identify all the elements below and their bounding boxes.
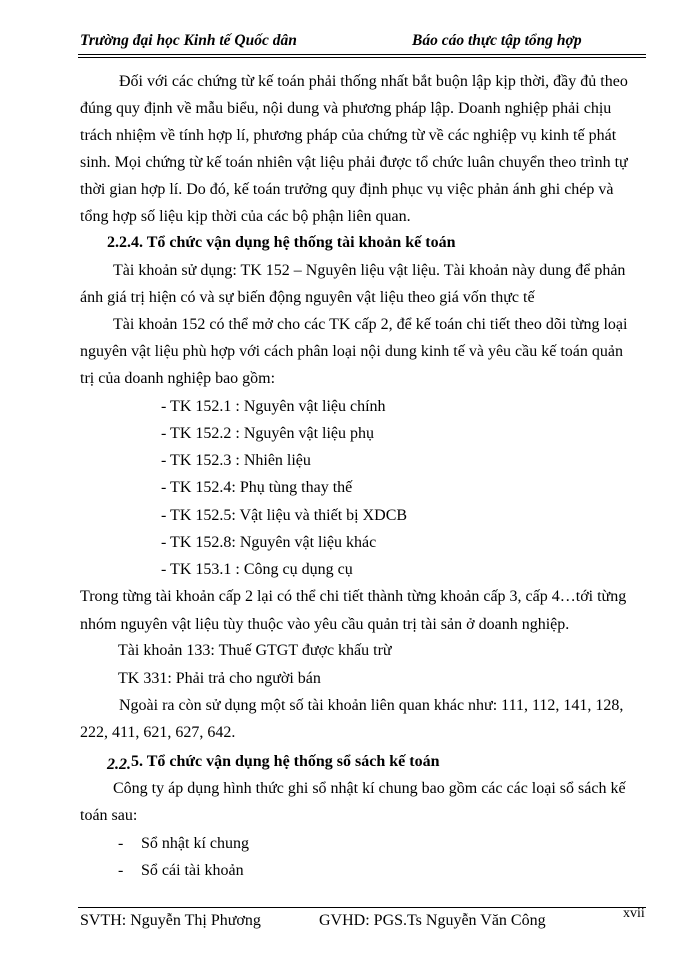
account-list-item: - TK 152.8: Nguyên vật liệu khác [161, 534, 377, 551]
paragraph-line: Trong từng tài khoản cấp 2 lại có thể chi tiết thành từng khoản cấp 3, cấp 4…tới từng [80, 588, 627, 605]
paragraph-line: trách nhiệm về tính hợp lí, phương pháp của chứng từ về các nghiệp vụ kinh tế phát [80, 127, 617, 144]
account-list-item: - TK 152.3 : Nhiên liệu [161, 452, 311, 469]
footer-advisor: GVHD: PGS.Ts Nguyễn Văn Công [319, 912, 546, 929]
account-list-item: - TK 152.2 : Nguyên vật liệu phụ [161, 425, 375, 442]
account-list-item: - TK 153.1 : Công cụ dụng cụ [161, 561, 353, 578]
header-rule-inner [78, 57, 646, 58]
section-heading-2-2-5 [107, 752, 439, 772]
account-list-item: - TK 152.1 : Nguyên vật liệu chính [161, 398, 386, 415]
paragraph-line: tổng hợp số liệu kịp thời của các bộ phận liên quan. [80, 208, 411, 225]
header-rule [78, 54, 646, 55]
page-number: xvii [623, 906, 645, 921]
paragraph-line: Tài khoản sử dụng: TK 152 – Nguyên liệu vật liệu. Tài khoản này dung để phản [113, 262, 626, 279]
paragraph-line: toán sau: [80, 807, 138, 824]
header-report-title: Báo cáo thực tập tổng hợp [412, 32, 582, 49]
book-bullet: - [118, 835, 124, 852]
paragraph-line: nguyên vật liệu phù hợp với cách phân loại nội dung kinh tế và yêu cầu kế toán quản [80, 343, 623, 360]
book-list-item: Sổ nhật kí chung [141, 835, 249, 852]
section-number: 2.2. [107, 756, 131, 773]
paragraph-line: 222, 411, 621, 627, 642. [80, 724, 236, 741]
paragraph-line: Đối với các chứng từ kế toán phải thống nhất bắt buộn lập kịp thời, đầy đủ theo [119, 73, 628, 90]
book-list-item: Sổ cái tài khoản [141, 862, 244, 879]
paragraph-line: trị của doanh nghiệp bao gồm: [80, 370, 276, 387]
paragraph-line: thời gian hợp lí. Do đó, kế toán trưởng quy định phục vụ việc phản ánh ghi chép và [80, 181, 614, 198]
section-heading-2-2-4: 2.2.4. Tổ chức vận dụng hệ thống tài khoản kế toán [107, 234, 456, 251]
paragraph-line: nhóm nguyên vật liệu tùy thuộc vào yêu cầu quản trị tài sản ở doanh nghiệp. [80, 616, 570, 633]
paragraph-line: Tài khoản 152 có thể mở cho các TK cấp 2, để kế toán chi tiết theo dõi từng loại [113, 316, 628, 333]
paragraph-line: Ngoài ra còn sử dụng một số tài khoản liên quan khác như: 111, 112, 141, 128, [119, 697, 624, 714]
footer-rule [78, 907, 646, 908]
paragraph-line: sinh. Mọi chứng từ kế toán nhiên vật liệu phải được tổ chức luân chuyển theo trình tự [80, 154, 628, 171]
header-school-name: Trường đại học Kinh tế Quốc dân [80, 32, 297, 49]
section-title: 5. Tổ chức vận dụng hệ thống sổ sách kế toán [131, 753, 440, 770]
account-list-item: - TK 152.4: Phụ tùng thay thế [161, 479, 353, 496]
paragraph-line: Công ty áp dụng hình thức ghi sổ nhật kí chung bao gồm các các loại sổ sách kế [113, 780, 626, 797]
paragraph-line: TK 331: Phải trả cho người bán [118, 670, 321, 687]
paragraph-line: ánh giá trị hiện có và sự biến động nguyên vật liệu theo giá vốn thực tế [80, 289, 535, 306]
paragraph-line: Tài khoản 133: Thuế GTGT được khấu trừ [118, 642, 392, 659]
book-bullet: - [118, 862, 124, 879]
paragraph-line: đúng quy định về mẫu biểu, nội dung và phương pháp lập. Doanh nghiệp phải chịu [80, 100, 612, 117]
footer-student: SVTH: Nguyễn Thị Phương [80, 912, 261, 929]
account-list-item: - TK 152.5: Vật liệu và thiết bị XDCB [161, 507, 408, 524]
